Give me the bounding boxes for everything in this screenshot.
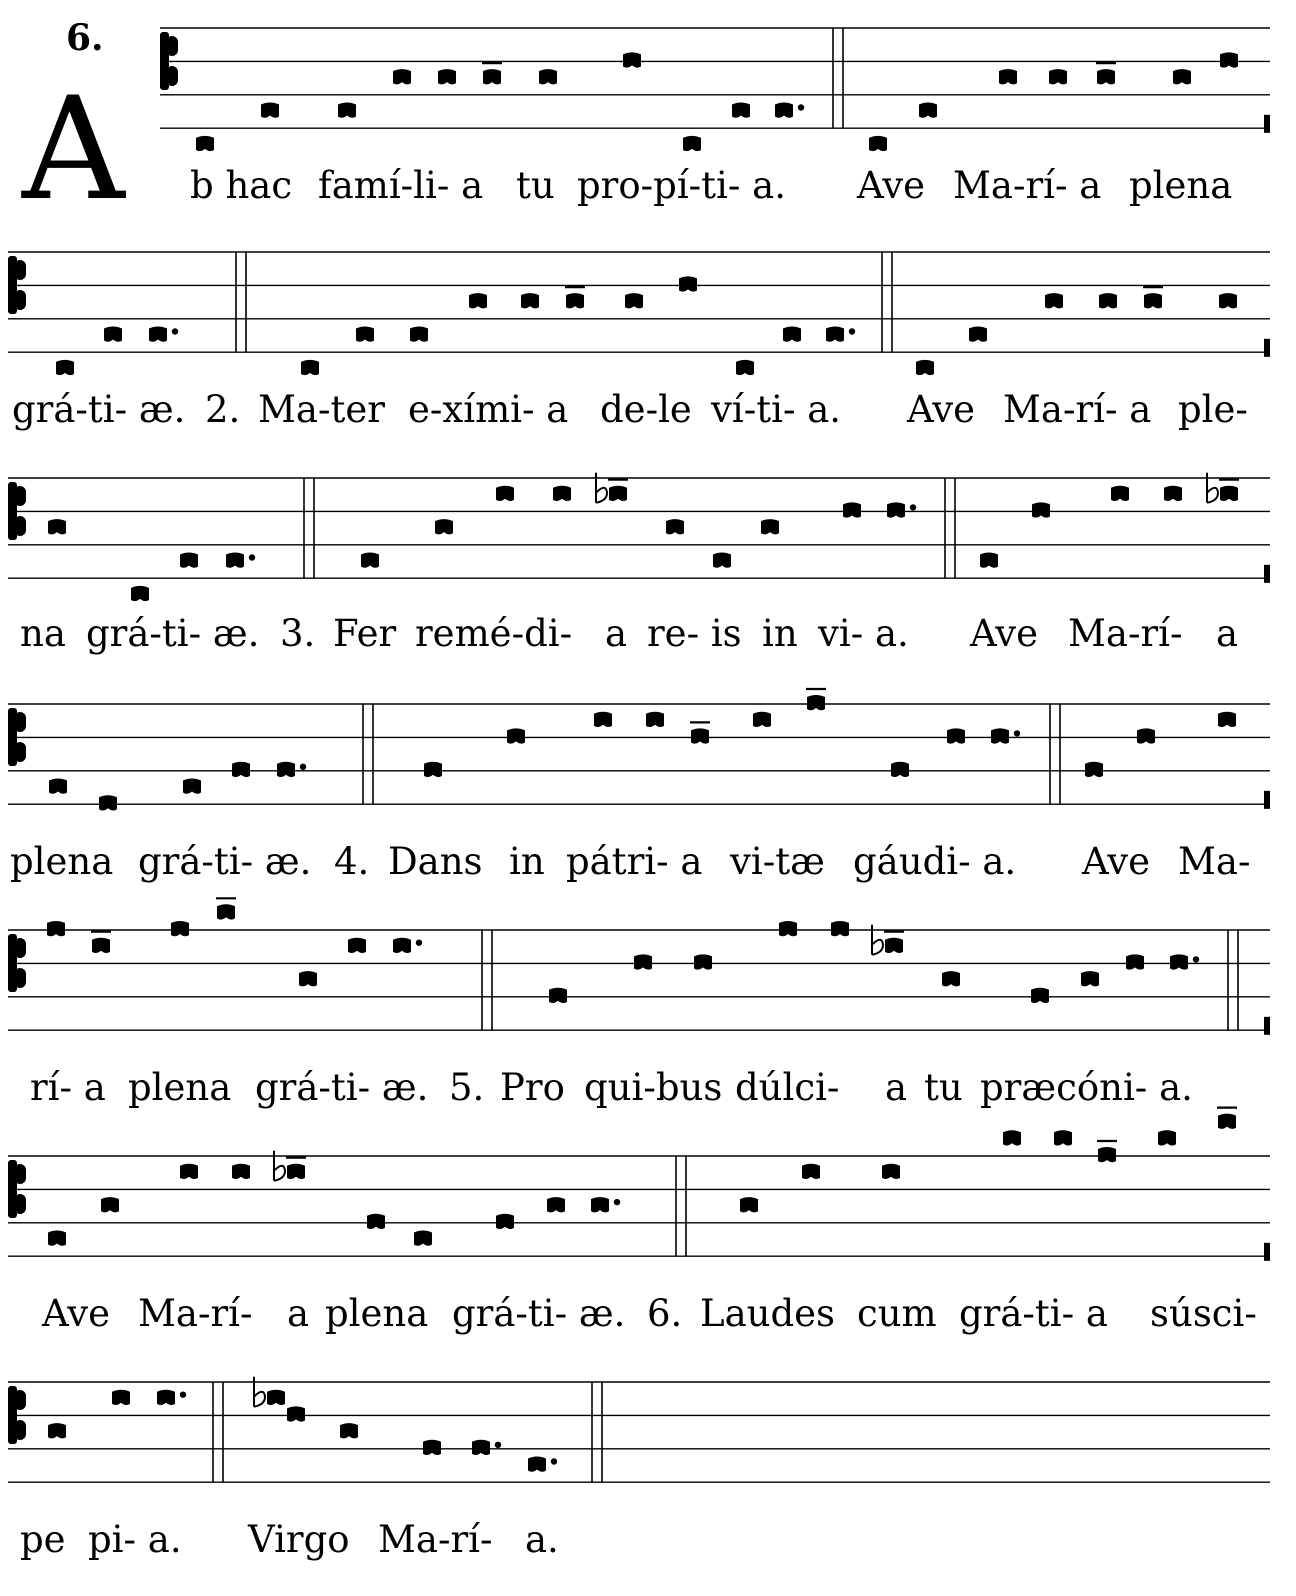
neume-note	[549, 988, 567, 1003]
neume-note	[424, 762, 442, 777]
neume-note	[423, 1440, 441, 1455]
punctum-mora-dot	[551, 1458, 557, 1464]
neume-note	[340, 1423, 358, 1438]
neume-note	[1045, 293, 1063, 308]
neume-note	[1081, 971, 1099, 986]
lyric-syllables: Ma-rí-	[138, 1292, 253, 1335]
neume-note	[180, 1164, 198, 1179]
neume-note	[171, 921, 189, 936]
neume-note	[779, 921, 797, 936]
punctum-mora-dot	[416, 940, 422, 946]
double-bar	[833, 28, 843, 128]
neume-note	[1207, 473, 1239, 503]
neume-note	[496, 486, 514, 501]
lyric-syllables: a	[605, 612, 628, 655]
double-bar	[236, 252, 246, 352]
neume-note	[393, 69, 411, 84]
staff-system	[8, 473, 1270, 655]
chant-number: 6.	[66, 17, 104, 59]
neume-note	[565, 287, 585, 308]
lyric-syllables: grá-ti- æ.	[86, 612, 260, 655]
neume-note	[690, 722, 710, 743]
lyric-syllables: Ave	[1082, 840, 1151, 883]
neume-note	[887, 502, 916, 517]
neume-note	[802, 1164, 820, 1179]
neume-note	[1143, 287, 1163, 308]
lyric-syllables: Laudes	[700, 1292, 836, 1335]
lyric-syllables: súsci-	[1150, 1292, 1257, 1335]
neume-note	[1158, 1130, 1176, 1145]
neume-note	[49, 779, 67, 794]
neume-note	[1003, 1130, 1021, 1145]
neume-note	[101, 1197, 119, 1212]
lyric-syllables: a	[1216, 612, 1239, 655]
neume-note	[1217, 1108, 1237, 1129]
punctum-mora-dot	[180, 1392, 186, 1398]
neume-note	[469, 293, 487, 308]
neume-note	[916, 360, 934, 375]
lyric-syllables: Ma-ter	[258, 388, 385, 431]
neume-note	[1164, 486, 1182, 501]
lyric-syllables: plena	[10, 840, 114, 883]
lyric-syllables: ple-	[1178, 388, 1248, 431]
lyric-syllables: præcóni- a.	[980, 1066, 1193, 1109]
neume-note	[947, 728, 965, 743]
lyric-syllables: a.	[525, 1518, 559, 1561]
neume-note	[646, 712, 664, 727]
neume-note	[277, 762, 306, 777]
neume-note	[356, 327, 374, 342]
neume-note	[414, 1231, 432, 1246]
lyric-syllables: 4.	[334, 840, 370, 883]
neume-note	[232, 1164, 250, 1179]
lyric-syllables: Ave	[907, 388, 976, 431]
neume-note	[1096, 63, 1116, 84]
flat-icon	[274, 1151, 285, 1181]
neume-note	[980, 553, 998, 568]
neume-note	[48, 1423, 66, 1438]
neume-note	[775, 103, 804, 118]
custos-icon	[1264, 791, 1270, 809]
punctum-mora-dot	[1014, 730, 1020, 736]
lyric-syllables: ví-ti- a.	[711, 388, 842, 431]
lyric-syllables: vi-tæ	[730, 840, 825, 883]
lyric-syllables: vi- a.	[818, 612, 909, 655]
neume-note	[507, 728, 525, 743]
neume-note	[435, 519, 453, 534]
lyric-syllables: Dans	[388, 840, 483, 883]
neume-note	[683, 136, 701, 151]
neume-note	[991, 728, 1020, 743]
double-bar	[945, 478, 955, 578]
custos-icon	[1264, 1243, 1270, 1261]
neume-note	[261, 103, 279, 118]
double-bar	[592, 1382, 602, 1482]
neume-note	[410, 327, 428, 342]
neume-note	[999, 69, 1017, 84]
staff-system	[8, 1377, 1270, 1561]
neume-note	[553, 486, 571, 501]
lyric-syllables: 3.	[280, 612, 316, 655]
double-bar	[304, 478, 314, 578]
lyric-syllables: Ma-rí- a	[953, 164, 1102, 207]
double-bar	[363, 704, 373, 804]
neume-note	[1173, 69, 1191, 84]
double-bar	[1228, 930, 1238, 1030]
double-bar	[676, 1156, 686, 1256]
punctum-mora-dot	[495, 1442, 501, 1448]
neume-note	[634, 954, 652, 969]
neume-note	[942, 971, 960, 986]
lyric-syllables: tu	[924, 1066, 963, 1109]
lyric-syllables: Ma-rí- a	[1003, 388, 1152, 431]
neume-note	[496, 1214, 514, 1229]
lyric-syllables: plena	[128, 1066, 232, 1109]
neume-note	[1031, 988, 1049, 1003]
lyric-syllables: pro-pí-ti- a.	[577, 164, 786, 207]
staff-system	[8, 898, 1270, 1109]
double-bar	[1050, 704, 1060, 804]
neume-note	[713, 553, 731, 568]
lyric-syllables: pi- a.	[88, 1518, 182, 1561]
neume-note	[367, 1214, 385, 1229]
initial-letter: A	[22, 67, 125, 232]
neume-note	[594, 712, 612, 727]
neume-note	[157, 1390, 186, 1405]
neume-note	[761, 519, 779, 534]
neume-note	[482, 63, 502, 84]
lyric-syllables: pe	[20, 1518, 66, 1561]
lyric-syllables: Ma-rí-	[378, 1518, 493, 1561]
custos-icon	[1264, 339, 1270, 357]
lyric-syllables: a	[885, 1066, 908, 1109]
punctum-mora-dot	[910, 504, 916, 510]
neume-note	[1126, 954, 1144, 969]
lyric-syllables: plena	[325, 1292, 429, 1335]
neume-note	[1219, 293, 1237, 308]
neume-note	[679, 276, 697, 291]
neume-note	[1218, 712, 1236, 727]
neume-note	[625, 293, 643, 308]
neume-note	[361, 553, 379, 568]
staff-system	[8, 1108, 1270, 1335]
punctum-mora-dot	[614, 1199, 620, 1205]
neume-note	[740, 1197, 758, 1212]
custos-icon	[1264, 115, 1270, 133]
neume-note	[872, 925, 904, 955]
lyric-syllables: grá-ti- æ.	[255, 1066, 429, 1109]
neume-note	[301, 360, 319, 375]
lyric-syllables: in	[762, 612, 798, 655]
lyric-syllables: 5.	[449, 1066, 485, 1109]
lyric-syllables: b hac	[190, 164, 293, 207]
neume-note	[843, 502, 861, 517]
neume-note	[869, 136, 887, 151]
staff-system	[8, 689, 1270, 883]
neume-note	[539, 69, 557, 84]
neume-note	[623, 52, 641, 67]
neume-note	[48, 519, 66, 534]
lyric-syllables: pátri- a	[566, 840, 703, 883]
neume-note	[149, 327, 178, 342]
neume-note	[99, 795, 117, 810]
neume-note	[180, 553, 198, 568]
neume-note	[694, 954, 712, 969]
neume-note	[891, 762, 909, 777]
neume-note	[274, 1151, 306, 1181]
flat-icon	[872, 925, 883, 955]
lyric-syllables: cum	[857, 1292, 937, 1335]
neume-note	[969, 327, 987, 342]
neume-note	[56, 360, 74, 375]
lyric-syllables: grá-ti- æ.	[12, 388, 186, 431]
lyric-syllables: plena	[1129, 164, 1233, 207]
neume-note	[131, 586, 149, 601]
neume-note	[1220, 52, 1238, 67]
neume-note	[783, 327, 801, 342]
lyric-syllables: Pro	[500, 1066, 565, 1109]
lyric-syllables: grá-ti- æ.	[452, 1292, 626, 1335]
neume-note	[438, 69, 456, 84]
punctum-mora-dot	[249, 554, 255, 560]
neume-note	[806, 689, 826, 710]
lyric-syllables: rí- a	[30, 1066, 106, 1109]
lyric-syllables: a	[287, 1292, 310, 1335]
neume-note	[591, 1197, 620, 1212]
flat-icon	[596, 473, 607, 503]
lyric-syllables: famí-li- a	[318, 164, 484, 207]
neume-note	[547, 1197, 565, 1212]
neume-note	[1049, 69, 1067, 84]
neume-note	[104, 327, 122, 342]
lyric-syllables: Ave	[42, 1292, 111, 1335]
neume-note	[1085, 762, 1103, 777]
double-bar	[213, 1382, 223, 1482]
flat-icon	[1207, 473, 1218, 503]
neume-note	[919, 103, 937, 118]
staff-system	[160, 28, 1270, 207]
neume-note	[112, 1390, 130, 1405]
neume-note	[826, 327, 855, 342]
lyric-syllables: Virgo	[248, 1518, 350, 1561]
lyric-syllables: Ma-	[1178, 840, 1251, 883]
staff-system	[8, 252, 1270, 431]
neume-note	[1111, 486, 1129, 501]
neume-note	[338, 103, 356, 118]
neume-note	[666, 519, 684, 534]
lyric-syllables: Fer	[333, 612, 397, 655]
neume-note	[254, 1377, 285, 1407]
neume-note	[596, 473, 628, 503]
lyric-syllables: de-le	[600, 388, 692, 431]
lyric-syllables: re- is	[647, 612, 742, 655]
punctum-mora-dot	[172, 328, 178, 334]
neume-note	[47, 921, 65, 936]
lyric-syllables: tu	[516, 164, 555, 207]
lyric-syllables: Ave	[970, 612, 1039, 655]
neume-note	[393, 938, 422, 953]
neume-note	[216, 898, 236, 919]
double-bar	[882, 252, 892, 352]
neume-note	[48, 1231, 66, 1246]
lyric-syllables: qui-bus	[584, 1066, 723, 1109]
punctum-mora-dot	[300, 764, 306, 770]
double-bar	[482, 930, 492, 1030]
neume-note	[732, 103, 750, 118]
lyric-syllables: Ave	[857, 164, 926, 207]
lyric-syllables: in	[509, 840, 545, 883]
neume-note	[299, 971, 317, 986]
neume-note	[232, 762, 250, 777]
lyric-syllables: gáudi- a.	[853, 840, 1017, 883]
custos-icon	[1264, 1017, 1270, 1035]
lyric-syllables: remé-di-	[415, 612, 573, 655]
neume-note	[736, 360, 754, 375]
lyric-syllables: Ma-rí-	[1068, 612, 1183, 655]
neume-note	[1137, 728, 1155, 743]
neume-note	[226, 553, 255, 568]
neume-note	[287, 1406, 305, 1421]
staff-systems	[8, 28, 1270, 1561]
lyric-syllables: grá-ti- a	[959, 1292, 1108, 1335]
neume-note	[1099, 293, 1117, 308]
lyric-syllables: na	[20, 612, 66, 655]
punctum-mora-dot	[849, 328, 855, 334]
lyric-syllables: grá-ti- æ.	[138, 840, 312, 883]
flat-icon	[254, 1377, 265, 1407]
neume-note	[882, 1164, 900, 1179]
neume-note	[91, 932, 111, 953]
lyric-syllables: dúlci-	[735, 1066, 840, 1109]
lyric-syllables: 2.	[205, 388, 241, 431]
neume-note	[1054, 1130, 1072, 1145]
neume-note	[183, 779, 201, 794]
neume-note	[831, 921, 849, 936]
neume-note	[753, 712, 771, 727]
neume-note	[196, 136, 214, 151]
neume-note	[521, 293, 539, 308]
neume-note	[472, 1440, 501, 1455]
neume-note	[1097, 1141, 1117, 1162]
lyric-syllables: e-xími- a	[408, 388, 569, 431]
neume-note	[1170, 954, 1199, 969]
neume-note	[1032, 502, 1050, 517]
punctum-mora-dot	[798, 104, 804, 110]
custos-icon	[1264, 565, 1270, 583]
punctum-mora-dot	[1193, 956, 1199, 962]
neume-note	[528, 1457, 557, 1472]
lyric-syllables: 6.	[647, 1292, 683, 1335]
neume-note	[348, 938, 366, 953]
